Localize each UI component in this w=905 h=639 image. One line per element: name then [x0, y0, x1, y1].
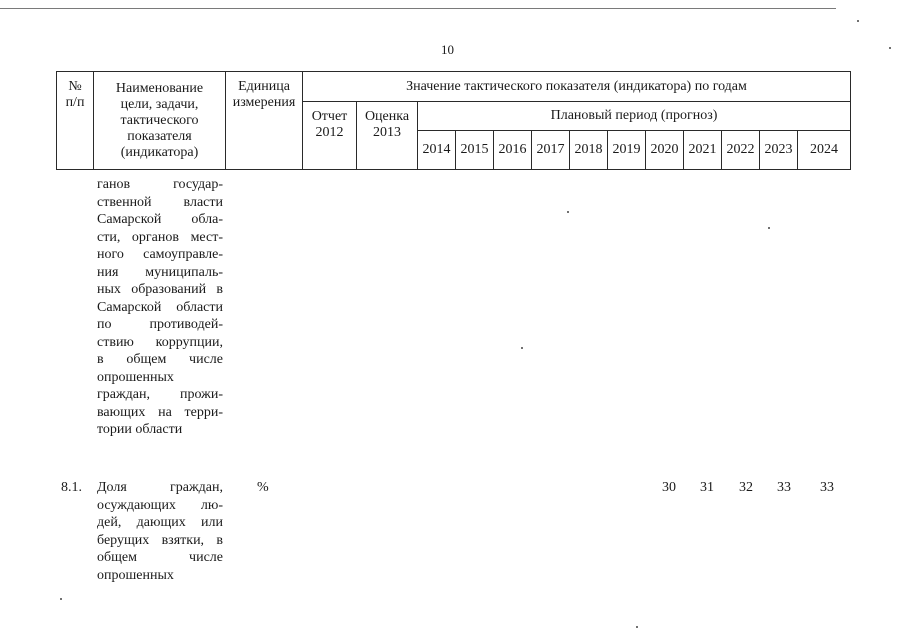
continuation-line: Самарской области	[97, 299, 223, 315]
scan-speck	[636, 626, 638, 628]
row-8-1-name-line: дей, дающих или	[97, 515, 223, 530]
continuation-line: тории области	[97, 422, 183, 437]
indicator-table-header	[56, 71, 851, 170]
header-cell-report	[303, 102, 357, 170]
header-unit-line: Единица	[238, 79, 290, 94]
header-year-2022: 2022	[722, 131, 760, 170]
header-number-line1: №	[68, 79, 82, 94]
header-cell-number	[57, 72, 94, 170]
continuation-line: в общем числе	[97, 352, 223, 367]
scan-speck	[889, 47, 891, 49]
row-8-1-number: 8.1.	[61, 480, 82, 495]
scan-speck	[768, 227, 770, 229]
continuation-text-block	[97, 176, 223, 439]
continuation-line: по противодей-	[97, 317, 223, 332]
row-8-1-name-line: общем числе	[97, 550, 223, 565]
scan-speck	[521, 347, 523, 349]
row-8-1-value-2020: 30	[662, 480, 676, 495]
header-year-2023: 2023	[760, 131, 798, 170]
row-8-1-name-line: берущих взятки, в	[97, 532, 223, 548]
header-year-2014: 2014	[418, 131, 456, 170]
scan-speck	[60, 598, 62, 600]
header-name-line: цели, задачи,	[120, 96, 199, 112]
row-8-1-name-line: опрошенных	[97, 567, 174, 583]
header-estimate-line: Оценка	[364, 109, 410, 124]
header-cell-unit	[226, 72, 303, 170]
row-8-1-value-2021: 31	[700, 480, 714, 495]
continuation-line: вающих на терри-	[97, 404, 223, 420]
header-year-2017: 2017	[532, 131, 570, 170]
continuation-line: ственной власти	[97, 194, 223, 210]
continuation-line: граждан, прожи-	[97, 387, 223, 402]
continuation-line: ных образований в	[97, 282, 223, 297]
continuation-line: Самарской обла-	[97, 212, 223, 227]
row-8-1-name	[97, 479, 223, 584]
header-name-line: (индикатора)	[120, 144, 199, 160]
header-name-line: Наименование	[115, 80, 204, 96]
header-report-line: Отчет	[311, 109, 348, 124]
scan-speck	[567, 211, 569, 213]
header-number-line2: п/п	[65, 95, 85, 110]
header-report-line: 2012	[315, 125, 344, 140]
continuation-line: сти, органов мест-	[97, 229, 223, 245]
header-name-line: показателя	[127, 128, 192, 144]
header-year-2015: 2015	[456, 131, 494, 170]
continuation-line: ствию коррупции,	[97, 334, 223, 350]
row-8-1-value-2022: 32	[739, 480, 753, 495]
row-8-1-value-2023: 33	[777, 480, 791, 495]
header-cell-name	[94, 72, 226, 170]
header-year-2021: 2021	[684, 131, 722, 170]
continuation-line: опрошенных	[97, 369, 174, 385]
header-year-2020: 2020	[646, 131, 684, 170]
row-8-1-value-2024: 33	[820, 480, 834, 495]
header-estimate-line: 2013	[373, 125, 401, 140]
header-year-2016: 2016	[494, 131, 532, 170]
page-number: 10	[441, 42, 454, 57]
row-8-1-name-line: Доля граждан,	[97, 480, 223, 495]
continuation-line: ганов государ-	[97, 177, 223, 192]
header-year-2018: 2018	[570, 131, 608, 170]
header-values-by-year: Значение тактического показателя (индикатора) по годам	[303, 72, 851, 102]
top-rule	[0, 8, 836, 9]
row-8-1-unit: %	[257, 480, 269, 495]
header-cell-estimate	[357, 102, 418, 170]
header-year-2019: 2019	[608, 131, 646, 170]
header-plan-period: Плановый период (прогноз)	[418, 102, 851, 131]
continuation-line: ния муниципаль-	[97, 264, 223, 280]
row-8-1-name-line: осуждающих лю-	[97, 497, 223, 513]
header-year-2024: 2024	[798, 131, 851, 170]
header-name-line: тактического	[120, 112, 199, 128]
header-unit-line: измерения	[232, 95, 296, 110]
continuation-line: ного самоуправле-	[97, 247, 223, 262]
scan-speck	[857, 20, 859, 22]
